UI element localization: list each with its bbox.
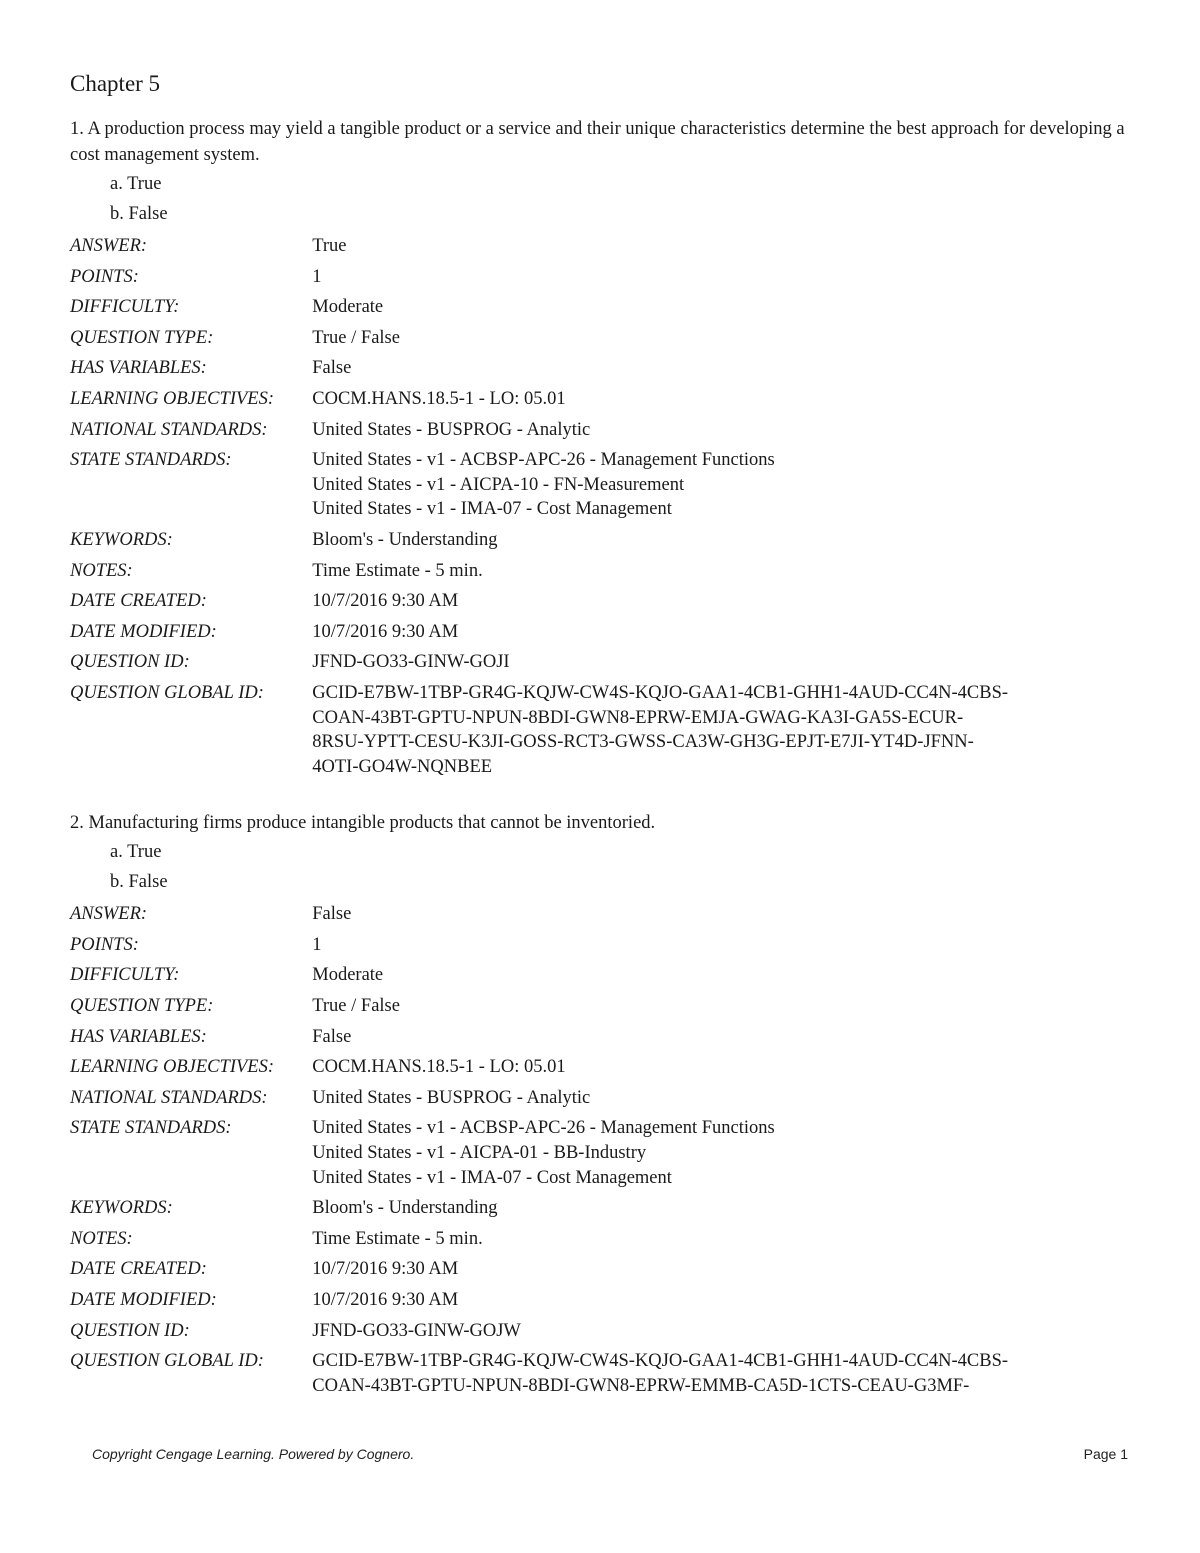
meta-row-state-standards bbox=[70, 445, 1140, 525]
meta-value: 10/7/2016 9:30 AM bbox=[312, 1290, 459, 1310]
meta-row-answer bbox=[70, 899, 1140, 930]
meta-row-points bbox=[70, 930, 1140, 961]
answer-options bbox=[70, 838, 1140, 897]
meta-label: LEARNING OBJECTIVES: bbox=[70, 1057, 274, 1078]
question-1 bbox=[70, 116, 1140, 782]
meta-label: NATIONAL STANDARDS: bbox=[70, 1087, 268, 1108]
global-id-line: COAN-43BT-GPTU-NPUN-8BDI-GWN8-EPRW-EMJA-GWAG-KA3I-GA5S-ECUR- bbox=[312, 707, 964, 728]
meta-label: LEARNING OBJECTIVES: bbox=[70, 388, 274, 409]
meta-value bbox=[312, 678, 1140, 782]
chapter-title: Chapter 5 bbox=[70, 71, 161, 96]
meta-row-difficulty bbox=[70, 960, 1140, 991]
meta-label: QUESTION TYPE: bbox=[70, 996, 214, 1017]
meta-value: Bloom's - Understanding bbox=[312, 1198, 498, 1219]
question-text: 1. A production process may yield a tangible product or a service and their unique characteristics determine the best approach for developing a cost management system. bbox=[70, 119, 1125, 165]
meta-label: QUESTION ID: bbox=[70, 1320, 190, 1341]
meta-value: False bbox=[312, 904, 352, 925]
meta-value: True / False bbox=[312, 327, 400, 348]
meta-row-question-id bbox=[70, 1316, 1140, 1347]
meta-value: 10/7/2016 9:30 AM bbox=[312, 1259, 459, 1280]
meta-row-question-global-id bbox=[70, 678, 1140, 782]
meta-label: DATE CREATED: bbox=[70, 591, 207, 612]
meta-label: POINTS: bbox=[70, 266, 139, 287]
meta-value bbox=[312, 1346, 1140, 1401]
meta-label: NOTES: bbox=[70, 560, 133, 581]
meta-row-date-created bbox=[70, 1254, 1140, 1285]
meta-row-keywords bbox=[70, 525, 1140, 556]
meta-row-state-standards bbox=[70, 1113, 1140, 1193]
meta-value: JFND-GO33-GINW-GOJW bbox=[312, 1320, 521, 1341]
meta-value: 1 bbox=[312, 934, 322, 955]
meta-value bbox=[312, 1113, 1140, 1193]
answer-options bbox=[70, 170, 1140, 229]
meta-label: DATE MODIFIED: bbox=[70, 1290, 217, 1310]
meta-value: 10/7/2016 9:30 AM bbox=[312, 591, 459, 612]
option-b: b. False bbox=[110, 871, 168, 892]
global-id-line: GCID-E7BW-1TBP-GR4G-KQJW-CW4S-KQJO-GAA1-4CB1-GHH1-4AUD-CC4N-4CBS- bbox=[312, 682, 1009, 703]
meta-label: KEYWORDS: bbox=[70, 1198, 173, 1219]
meta-label: STATE STANDARDS: bbox=[70, 450, 232, 471]
document-page bbox=[70, 68, 1140, 1429]
meta-row-question-id bbox=[70, 647, 1140, 678]
meta-value: COCM.HANS.18.5-1 - LO: 05.01 bbox=[312, 388, 566, 409]
meta-value: United States - BUSPROG - Analytic bbox=[312, 1087, 591, 1108]
meta-row-date-created bbox=[70, 586, 1140, 617]
meta-label: QUESTION GLOBAL ID: bbox=[70, 682, 264, 703]
page-number: Page 1 bbox=[1083, 1446, 1128, 1462]
meta-label: HAS VARIABLES: bbox=[70, 1026, 207, 1047]
global-id-line: 4OTI-GO4W-NQNBEE bbox=[312, 756, 493, 777]
global-id-line: GCID-E7BW-1TBP-GR4G-KQJW-CW4S-KQJO-GAA1-4CB1-GHH1-4AUD-CC4N-4CBS- bbox=[312, 1351, 1009, 1372]
meta-label: POINTS: bbox=[70, 934, 139, 955]
question-metadata bbox=[70, 231, 1140, 782]
meta-label: STATE STANDARDS: bbox=[70, 1118, 232, 1139]
meta-row-keywords bbox=[70, 1193, 1140, 1224]
meta-label: QUESTION TYPE: bbox=[70, 327, 214, 348]
meta-row-notes bbox=[70, 1224, 1140, 1255]
meta-row-has-variables bbox=[70, 1022, 1140, 1053]
question-metadata bbox=[70, 899, 1140, 1401]
meta-row-national-standards bbox=[70, 1083, 1140, 1114]
option-a: a. True bbox=[110, 842, 162, 863]
state-standard-line: United States - v1 - IMA-07 - Cost Management bbox=[312, 1167, 672, 1188]
global-id-line: 8RSU-YPTT-CESU-K3JI-GOSS-RCT3-GWSS-CA3W-GH3G-EPJT-E7JI-YT4D-JFNN- bbox=[312, 732, 974, 753]
meta-label: ANSWER: bbox=[70, 236, 148, 256]
state-standard-line: United States - v1 - AICPA-10 - FN-Measurement bbox=[312, 474, 685, 495]
meta-label: KEYWORDS: bbox=[70, 529, 173, 550]
page-footer bbox=[92, 1446, 1128, 1466]
meta-value: Time Estimate - 5 min. bbox=[312, 560, 483, 581]
meta-row-learning-objectives bbox=[70, 384, 1140, 415]
meta-value bbox=[312, 445, 1140, 525]
meta-label: DATE CREATED: bbox=[70, 1259, 207, 1280]
state-standard-line: United States - v1 - IMA-07 - Cost Management bbox=[312, 499, 672, 520]
meta-value: False bbox=[312, 358, 352, 379]
meta-value: Bloom's - Understanding bbox=[312, 529, 498, 550]
meta-value: False bbox=[312, 1026, 352, 1047]
meta-label: QUESTION GLOBAL ID: bbox=[70, 1351, 264, 1372]
meta-row-question-type bbox=[70, 323, 1140, 354]
meta-row-national-standards bbox=[70, 415, 1140, 446]
meta-value: United States - BUSPROG - Analytic bbox=[312, 419, 591, 440]
meta-value: True bbox=[312, 236, 347, 256]
option-a: a. True bbox=[110, 174, 162, 194]
copyright-text: Copyright Cengage Learning. Powered by Cognero. bbox=[92, 1446, 415, 1462]
meta-row-notes bbox=[70, 556, 1140, 587]
meta-value: True / False bbox=[312, 996, 400, 1017]
meta-value: 10/7/2016 9:30 AM bbox=[312, 621, 459, 642]
meta-label: ANSWER: bbox=[70, 904, 148, 925]
global-id-line: COAN-43BT-GPTU-NPUN-8BDI-GWN8-EPRW-EMMB-CA5D-1CTS-CEAU-G3MF- bbox=[312, 1375, 970, 1396]
meta-row-difficulty bbox=[70, 292, 1140, 323]
meta-label: NATIONAL STANDARDS: bbox=[70, 419, 268, 440]
meta-value: 1 bbox=[312, 266, 322, 287]
meta-value: Moderate bbox=[312, 965, 384, 986]
meta-row-question-global-id bbox=[70, 1346, 1140, 1401]
meta-label: DIFFICULTY: bbox=[70, 965, 180, 986]
meta-label: DATE MODIFIED: bbox=[70, 621, 217, 642]
meta-row-learning-objectives bbox=[70, 1052, 1140, 1083]
meta-row-date-modified bbox=[70, 1285, 1140, 1316]
meta-label: HAS VARIABLES: bbox=[70, 358, 207, 379]
meta-value: Time Estimate - 5 min. bbox=[312, 1228, 483, 1249]
meta-value: Moderate bbox=[312, 297, 384, 318]
meta-row-date-modified bbox=[70, 617, 1140, 648]
meta-label: NOTES: bbox=[70, 1228, 133, 1249]
meta-row-points bbox=[70, 262, 1140, 293]
option-b: b. False bbox=[110, 203, 168, 224]
meta-value: JFND-GO33-GINW-GOJI bbox=[312, 652, 510, 673]
state-standard-line: United States - v1 - ACBSP-APC-26 - Management Functions bbox=[312, 450, 775, 471]
meta-value: COCM.HANS.18.5-1 - LO: 05.01 bbox=[312, 1057, 566, 1078]
meta-row-question-type bbox=[70, 991, 1140, 1022]
state-standard-line: United States - v1 - ACBSP-APC-26 - Management Functions bbox=[312, 1118, 775, 1139]
meta-row-has-variables bbox=[70, 353, 1140, 384]
state-standard-line: United States - v1 - AICPA-01 - BB-Industry bbox=[312, 1143, 647, 1164]
meta-row-answer bbox=[70, 231, 1140, 262]
question-text: 2. Manufacturing firms produce intangible products that cannot be inventoried. bbox=[70, 813, 656, 834]
question-2 bbox=[70, 810, 1140, 1401]
meta-label: DIFFICULTY: bbox=[70, 297, 180, 318]
meta-label: QUESTION ID: bbox=[70, 652, 190, 673]
